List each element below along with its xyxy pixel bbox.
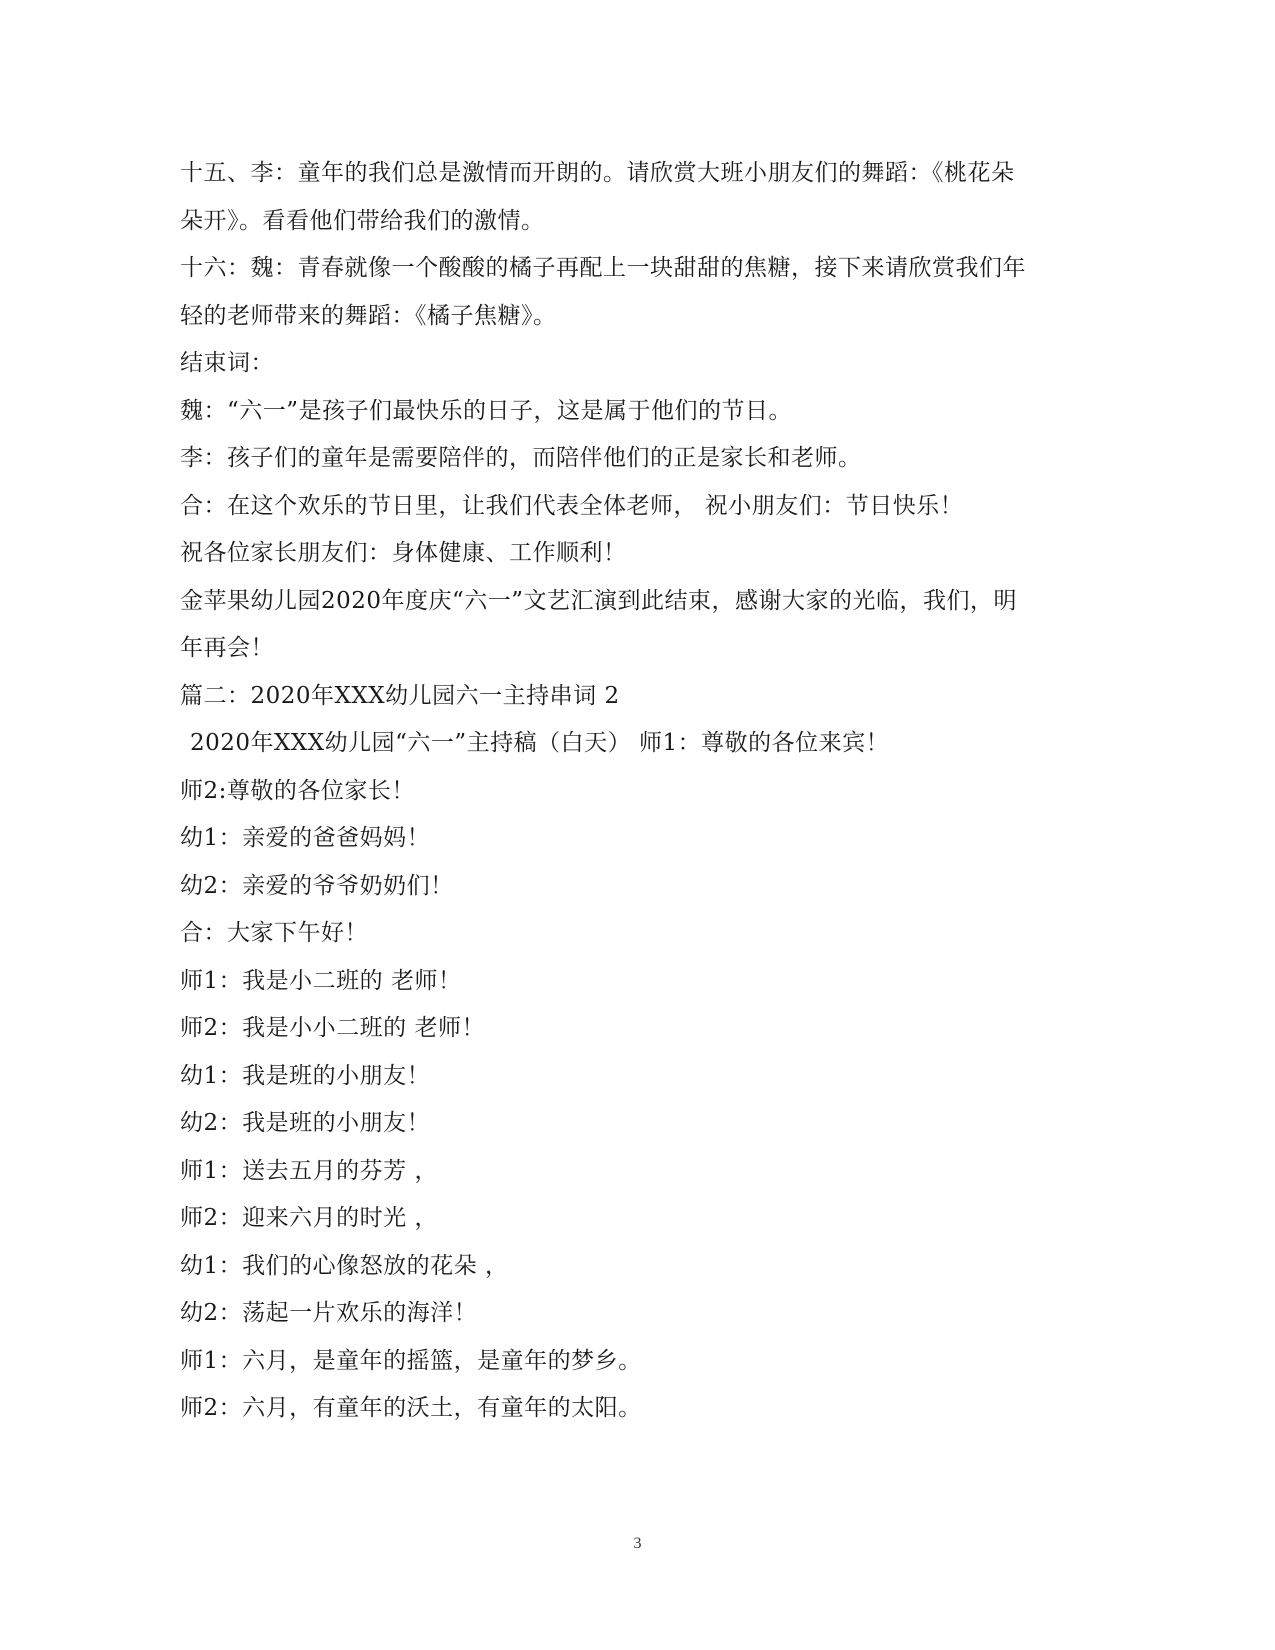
text-line: 李：孩子们的童年是需要陪伴的，而陪伴他们的正是家长和老师。: [180, 445, 862, 471]
text-line: 合：大家下午好！: [180, 920, 368, 946]
text-line: 十六：魏：青春就像一个酸酸的橘子再配上一块甜甜的焦糖，接下来请欣赏我们年: [180, 255, 1026, 281]
text-line: 金苹果幼儿园2020年度庆“六一”文艺汇演到此结束，感谢大家的光临，我们，明: [180, 587, 1018, 614]
text-line: 祝各位家长朋友们：身体健康、工作顺利！: [180, 540, 627, 566]
text-line: 幼2：荡起一片欢乐的海洋！: [180, 1300, 478, 1326]
text-line: 师2：我是小小二班的 老师！: [180, 1015, 485, 1041]
text-line: 魏：“六一”是孩子们最快乐的日子，这是属于他们的节日。: [180, 397, 793, 424]
text-line: 幼1：亲爱的爸爸妈妈！: [180, 825, 431, 851]
text-line: 幼2：我是班的小朋友！: [180, 1110, 431, 1136]
text-line: 合：在这个欢乐的节日里，让我们代表全体老师， 祝小朋友们：节日快乐！: [180, 492, 964, 519]
text-line: 十五、李：童年的我们总是激情而开朗的。请欣赏大班小朋友们的舞蹈：《桃花朵: [180, 160, 1015, 186]
text-line: 师2：六月，有童年的沃土，有童年的太阳。: [180, 1395, 642, 1421]
text-line: 2020年XXX幼儿园“六一”主持稿（白天） 师1：尊敬的各位来宾！: [190, 730, 890, 756]
text-line: 师1：送去五月的芬芳 ，: [180, 1157, 438, 1184]
text-line: 师2:尊敬的各位家长！: [180, 777, 415, 804]
section-heading: 篇二：2020年XXX幼儿园六一主持串词 2: [180, 682, 620, 709]
text-line: 轻的老师带来的舞蹈：《橘子焦糖》。: [180, 302, 557, 329]
text-line: 朵开》。看看他们带给我们的激情。: [180, 207, 545, 234]
text-line: 师2：迎来六月的时光 ，: [180, 1205, 438, 1231]
page-number: 3: [633, 1535, 642, 1552]
document-body: [180, 150, 1080, 1433]
text-line: 幼2：亲爱的爷爷奶奶们！: [180, 872, 454, 899]
text-line: 师1：我是小二班的 老师！: [180, 967, 462, 994]
text-line: 幼1：我们的心像怒放的花朵 ，: [180, 1252, 509, 1279]
text-line: 幼1：我是班的小朋友！: [180, 1062, 431, 1089]
text-line: 师1：六月，是童年的摇篮，是童年的梦乡。: [180, 1347, 642, 1374]
text-line: 年再会！: [180, 635, 274, 661]
section-heading: 结束词：: [180, 350, 274, 376]
